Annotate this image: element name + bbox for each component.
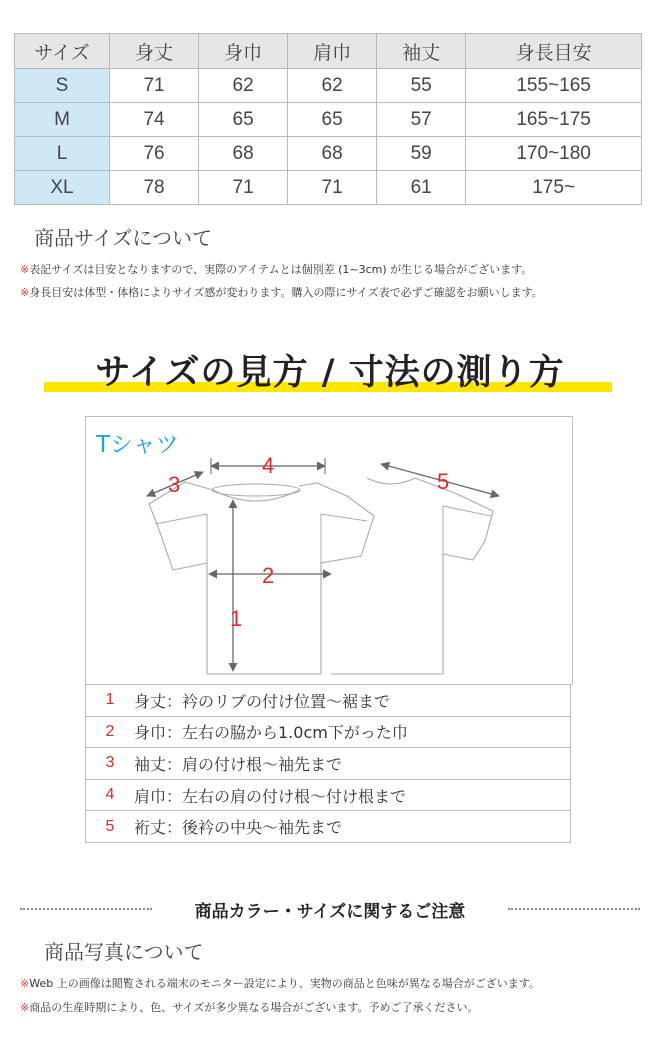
note-mark: ※ [20,1001,30,1014]
note-text: Web 上の画像は閲覧される端末のモニター設定により、実物の商品と色味が異なる場合がございます。 [29,977,540,990]
table-cell: 68 [288,137,377,171]
measure-number-3: 3 [168,472,181,497]
list-item [85,748,571,780]
size-label: L [15,137,110,171]
measure-steps [85,684,571,843]
table-cell: 65 [288,103,377,137]
sleeve-seam [155,514,207,524]
table-cell: 59 [377,137,466,171]
table-cell: 71 [110,69,199,103]
size-label: S [15,69,110,103]
header-cell: 肩巾 [288,34,377,69]
caution-title-wrap [20,897,640,922]
size-label: M [15,103,110,137]
size-notes-title: 商品サイズについて [34,226,212,250]
step-text: 身巾：左右の脇から1.0cm下がった巾 [134,723,408,743]
table-cell: 74 [110,103,199,137]
note-text: 商品の生産時期により、色、サイズが多少異なる場合がございます。予めご了承ください。 [29,1001,479,1014]
step-text: 裄丈：後衿の中央〜袖先まで [134,818,343,838]
measure-number-1: 1 [230,606,243,631]
table-row [15,103,642,137]
caution-note [20,999,478,1015]
table-row [15,171,642,205]
table-cell: 71 [199,171,288,205]
tshirt-back-outline [331,478,493,674]
step-number: 5 [105,817,115,835]
measure-number-5: 5 [437,469,450,494]
step-text: 肩巾：左右の肩の付け根〜付け根まで [134,786,407,806]
header-cell: サイズ [15,34,110,69]
table-cell: 62 [199,69,288,103]
step-text: 身丈：衿のリブの付け位置〜裾まで [134,691,391,711]
sleeve-seam [321,514,367,521]
table-cell: 61 [377,171,466,205]
header-cell: 身丈 [110,34,199,69]
size-table [14,33,642,205]
table-cell: 71 [288,171,377,205]
step-number: 2 [105,722,115,740]
note-mark: ※ [20,977,30,990]
table-cell: 165~175 [466,103,642,137]
table-cell: 170~180 [466,137,642,171]
note-mark: ※ [20,286,30,299]
step-number: 4 [105,786,115,804]
header-cell: 袖丈 [377,34,466,69]
table-cell: 155~165 [466,69,642,103]
caution-note [20,975,540,991]
garment-label: Tシャツ [96,432,179,458]
table-row [15,137,642,171]
measure-number-4: 4 [262,453,275,478]
table-cell: 175~ [466,171,642,205]
table-cell: 62 [288,69,377,103]
measure-title: サイズの見方 / 寸法の測り方 [95,353,565,393]
note-mark: ※ [20,263,30,276]
measure-number-2: 2 [262,563,275,588]
caution-sub-title: 商品写真について [44,940,204,964]
list-item [85,780,571,812]
step-text: 袖丈：肩の付け根〜袖先まで [134,754,343,774]
sleeve-seam [443,506,491,516]
caution-header [20,897,640,921]
list-item [85,684,571,717]
size-note [20,261,532,277]
list-item [85,811,571,843]
tshirt-front-collar [212,484,300,496]
table-cell: 57 [377,103,466,137]
header-cell: 身長目安 [466,34,642,69]
tshirt-diagram [85,416,571,684]
table-cell: 76 [110,137,199,171]
header-cell: 身巾 [199,34,288,69]
size-label: XL [15,171,110,205]
note-text: 表記サイズは目安となりますので、実際のアイテムとは個別差 (1~3cm) が生じる場合がございます。 [29,263,533,276]
table-cell: 65 [199,103,288,137]
table-cell: 78 [110,171,199,205]
table-cell: 68 [199,137,288,171]
size-note [20,284,543,300]
step-number: 1 [105,691,115,709]
step-number: 3 [105,754,115,772]
note-text: 身長目安は体型・体格によりサイズ感が変わります。購入の際にサイズ表で必ずご確認をお願いします。 [29,286,543,299]
caution-title: 商品カラー・サイズに関するご注意 [189,902,472,922]
table-cell: 55 [377,69,466,103]
table-row [15,69,642,103]
list-item [85,717,571,749]
size-table-header [15,34,642,69]
